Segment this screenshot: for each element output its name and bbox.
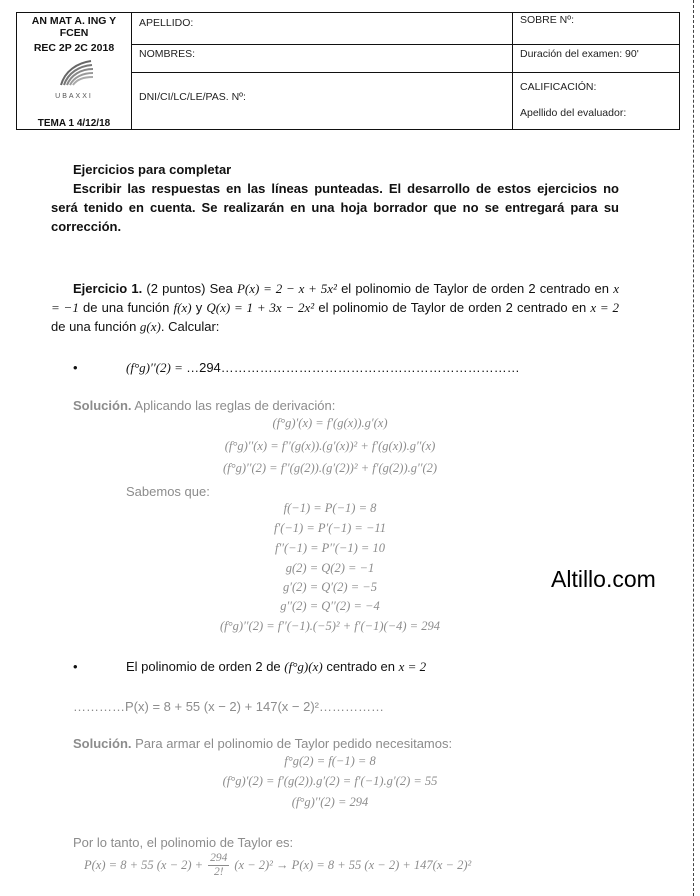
solution1-fact: g(2) = Q(2) = −1	[285, 561, 375, 575]
item1-answer: …294……………………………………………………………	[186, 360, 520, 375]
instructions-title: Ejercicios para completar	[73, 162, 232, 177]
exam-code: REC 2P 2C 2018	[33, 42, 115, 54]
instructions-body: Escribir las respuestas en las líneas punteadas. El desarrollo de estos ejercicios no será tenido en cuenta. Se realizarán en una hoja borrador que no se entregará para su corrección.	[51, 181, 619, 234]
solution1-fact: g′(2) = Q′(2) = −5	[283, 580, 377, 594]
sobre-field: SOBRE Nº:	[520, 14, 575, 26]
solution1-fact: f′(−1) = P′(−1) = −11	[274, 521, 386, 535]
solution2-eq: (f°g)′(2) = f′(g(2)).g′(2) = f′(−1).g′(2) = 55	[222, 774, 438, 788]
bullet-2: •	[73, 659, 78, 674]
solution1-eq: (f°g)′′(2) = f′′(g(2)).(g′(2))² + f′(g(2)).g′′(2)	[222, 461, 438, 475]
solution1-intro: Solución. Aplicando las reglas de derivación:	[73, 398, 336, 413]
evaluador-field: Apellido del evaluador:	[520, 107, 627, 119]
nombres-field: NOMBRES:	[139, 48, 196, 60]
solution1-fact: (f°g)′′(2) = f′′(−1).(−5)² + f′(−1)(−4) = 294	[220, 619, 440, 633]
page-edge-divider	[693, 0, 694, 896]
item2-answer: …………P(x) = 8 + 55 (x − 2) + 147(x − 2)²……………	[73, 699, 385, 714]
logo-text: UBAXXI	[55, 93, 93, 100]
header-grading-cell	[513, 13, 679, 129]
solution2-eq: (f°g)′′(2) = 294	[291, 795, 369, 809]
calificacion-field: CALIFICACIÓN:	[520, 81, 597, 93]
solution2-intro: Solución. Para armar el polinomio de Taylor pedido necesitamos:	[73, 736, 453, 751]
solution2-conclusion: Por lo tanto, el polinomio de Taylor es:	[73, 835, 294, 850]
tema-date: TEMA 1 4/12/18	[37, 118, 111, 129]
item2-line: El polinomio de orden 2 de (f°g)(x) centrado en x = 2	[126, 659, 427, 674]
apellido-field: APELLIDO:	[139, 17, 194, 29]
solution1-eq: (f°g)′(x) = f′(g(x)).g′(x)	[272, 416, 388, 430]
header-course-cell	[17, 13, 132, 129]
solution1-known: Sabemos que:	[126, 484, 210, 499]
taylor-p: P(x) = 2 − x + 5x²	[236, 281, 337, 296]
final-polynomial: P(x) = 8 + 55 (x − 2) + $\frac{294}{2!}$ (x − 2)² → P(x) = 8 + 55 (x − 2) + 147(x − 2)²	[84, 852, 472, 878]
solution1-fact: g′′(2) = Q′′(2) = −4	[280, 599, 380, 613]
watermark-text: Altillo.com	[551, 566, 656, 592]
solution1-fact: f′′(−1) = P′′(−1) = 10	[275, 541, 385, 555]
solution2-eq: f°g(2) = f(−1) = 8	[284, 754, 376, 768]
bullet-1: •	[73, 360, 78, 375]
item1-line: (f°g)′′(2) = …294……………………………………………………………	[126, 360, 520, 375]
exercise-statement: Ejercicio 1. (2 puntos) Sea P(x) = 2 − x + 5x² el polinomio de Taylor de orden 2 centrado en x = −1 de una función f(x) y Q(x) = 1 + 3x − 2x² el polinomio de Taylor de orden 2 centrado en x = 2 de una función g(x). Calcular:	[51, 281, 619, 334]
exercise-label: Ejercicio 1.	[73, 281, 143, 296]
fraction: $\frac{294}{2!}$	[210, 852, 228, 878]
exam-header	[16, 12, 680, 130]
duracion-field: Duración del examen: 90'	[520, 48, 639, 60]
solution1-eq: (f°g)′′(x) = f′′(g(x)).(g′(x))² + f′(g(x)).g′′(x)	[224, 439, 436, 453]
dni-field: DNI/CI/LC/LE/PAS. Nº:	[139, 91, 246, 103]
ubaxxi-logo-icon	[55, 57, 95, 87]
course-name: AN MAT A. ING Y FCEN	[31, 15, 117, 39]
solution1-fact: f(−1) = P(−1) = 8	[283, 501, 377, 515]
taylor-q: Q(x) = 1 + 3x − 2x²	[206, 300, 315, 315]
header-student-cell	[132, 13, 513, 129]
